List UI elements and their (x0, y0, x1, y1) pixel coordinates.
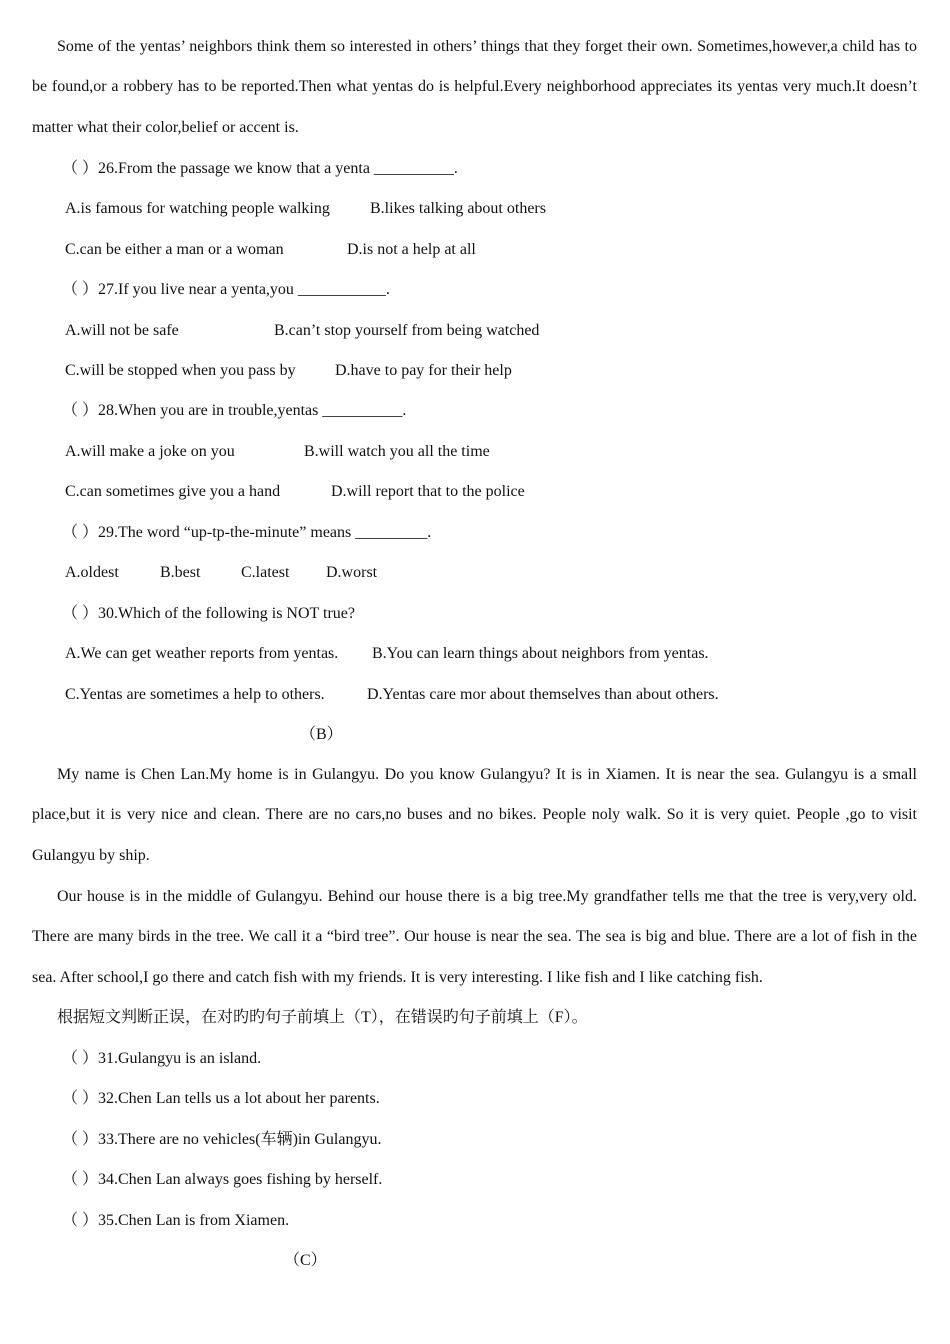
passage-b-paragraph-1: My name is Chen Lan.My home is in Gulangyu. Do you know Gulangyu? It is in Xiamen. It is near the sea. Gulangyu is a small place,but it is very nice and clean. There are no cars,no buses and no bikes. People noly walk. So it is very quiet. People ,go to visit Gulangyu by ship. (32, 766, 917, 864)
question-27-options-row-2 (65, 361, 512, 381)
option-d: D.have to pay for their help (335, 362, 512, 379)
question-27-options-row-1 (65, 321, 539, 341)
question-28-options-row-2 (65, 482, 525, 502)
option-a: A.will make a joke on you (65, 443, 235, 460)
option-c: C.will be stopped when you pass by (65, 362, 296, 379)
question-26-options-row-1 (65, 199, 546, 219)
option-a: A.oldest (65, 564, 119, 581)
option-b: B.You can learn things about neighbors from yentas. (372, 645, 709, 662)
passage-a-paragraph: Some of the yentas’ neighbors think them so interested in others’ things that they forget their own. Sometimes,however,a child has to be found,or a robbery has to be reported.Then what yentas do is helpful.Every neighborhood appreciates its yentas very much.It doesn’t matter what their color,belief or accent is. (32, 38, 917, 136)
question-35: （ ）35.Chen Lan is from Xiamen. (62, 1212, 290, 1229)
option-d: D.is not a help at all (347, 241, 476, 258)
question-30: （ ）30.Which of the following is NOT true? (62, 605, 355, 622)
question-30-options-row-1 (65, 644, 709, 664)
option-c: C.Yentas are sometimes a help to others. (65, 686, 325, 703)
question-29-options-row (65, 563, 377, 583)
option-d: D.will report that to the police (331, 483, 525, 500)
option-d: D.worst (326, 564, 378, 581)
option-b: B.can’t stop yourself from being watched (274, 322, 540, 339)
question-26: （ ）26.From the passage we know that a yenta __________. (62, 160, 458, 177)
question-30-options-row-2 (65, 685, 719, 705)
option-a: A.We can get weather reports from yentas. (65, 645, 339, 662)
section-b-heading: （B） (300, 726, 343, 743)
passage-b-paragraph-2: Our house is in the middle of Gulangyu. Behind our house there is a big tree.My grandfather tells me that the tree is very,very old. There are many birds in the tree. We call it a “bird tree”. Our house is near the sea. The sea is big and blue. There are a lot of fish in the sea. After school,I go there and catch fish with my friends. It is very interesting. I like fish and I like catching fish. (32, 888, 917, 986)
question-33: （ ）33.There are no vehicles(车辆)in Gulangyu. (62, 1131, 382, 1148)
question-28-options-row-1 (65, 442, 490, 462)
question-28: （ ）28.When you are in trouble,yentas __________. (62, 402, 407, 419)
option-b: B.will watch you all the time (304, 443, 490, 460)
question-29: （ ）29.The word “up-tp-the-minute” means _________. (62, 524, 432, 541)
question-32: （ ）32.Chen Lan tells us a lot about her parents. (62, 1090, 380, 1107)
option-a: A.will not be safe (65, 322, 179, 339)
question-34: （ ）34.Chen Lan always goes fishing by herself. (62, 1171, 383, 1188)
option-c: C.can sometimes give you a hand (65, 483, 281, 500)
option-c: C.can be either a man or a woman (65, 241, 284, 258)
option-a: A.is famous for watching people walking (65, 200, 330, 217)
question-31: （ ）31.Gulangyu is an island. (62, 1050, 262, 1067)
option-d: D.Yentas care mor about themselves than about others. (367, 686, 719, 703)
question-27: （ ）27.If you live near a yenta,you ___________. (62, 281, 390, 298)
section-c-heading: （C） (284, 1252, 327, 1269)
option-c: C.latest (241, 564, 290, 581)
option-b: B.likes talking about others (370, 200, 546, 217)
instruction-b: 根据短文判断正误，在对旳旳句子前填上（T），在错误旳句子前填上（F）。 (57, 1009, 588, 1026)
option-b: B.best (160, 564, 201, 581)
question-26-options-row-2 (65, 240, 476, 260)
